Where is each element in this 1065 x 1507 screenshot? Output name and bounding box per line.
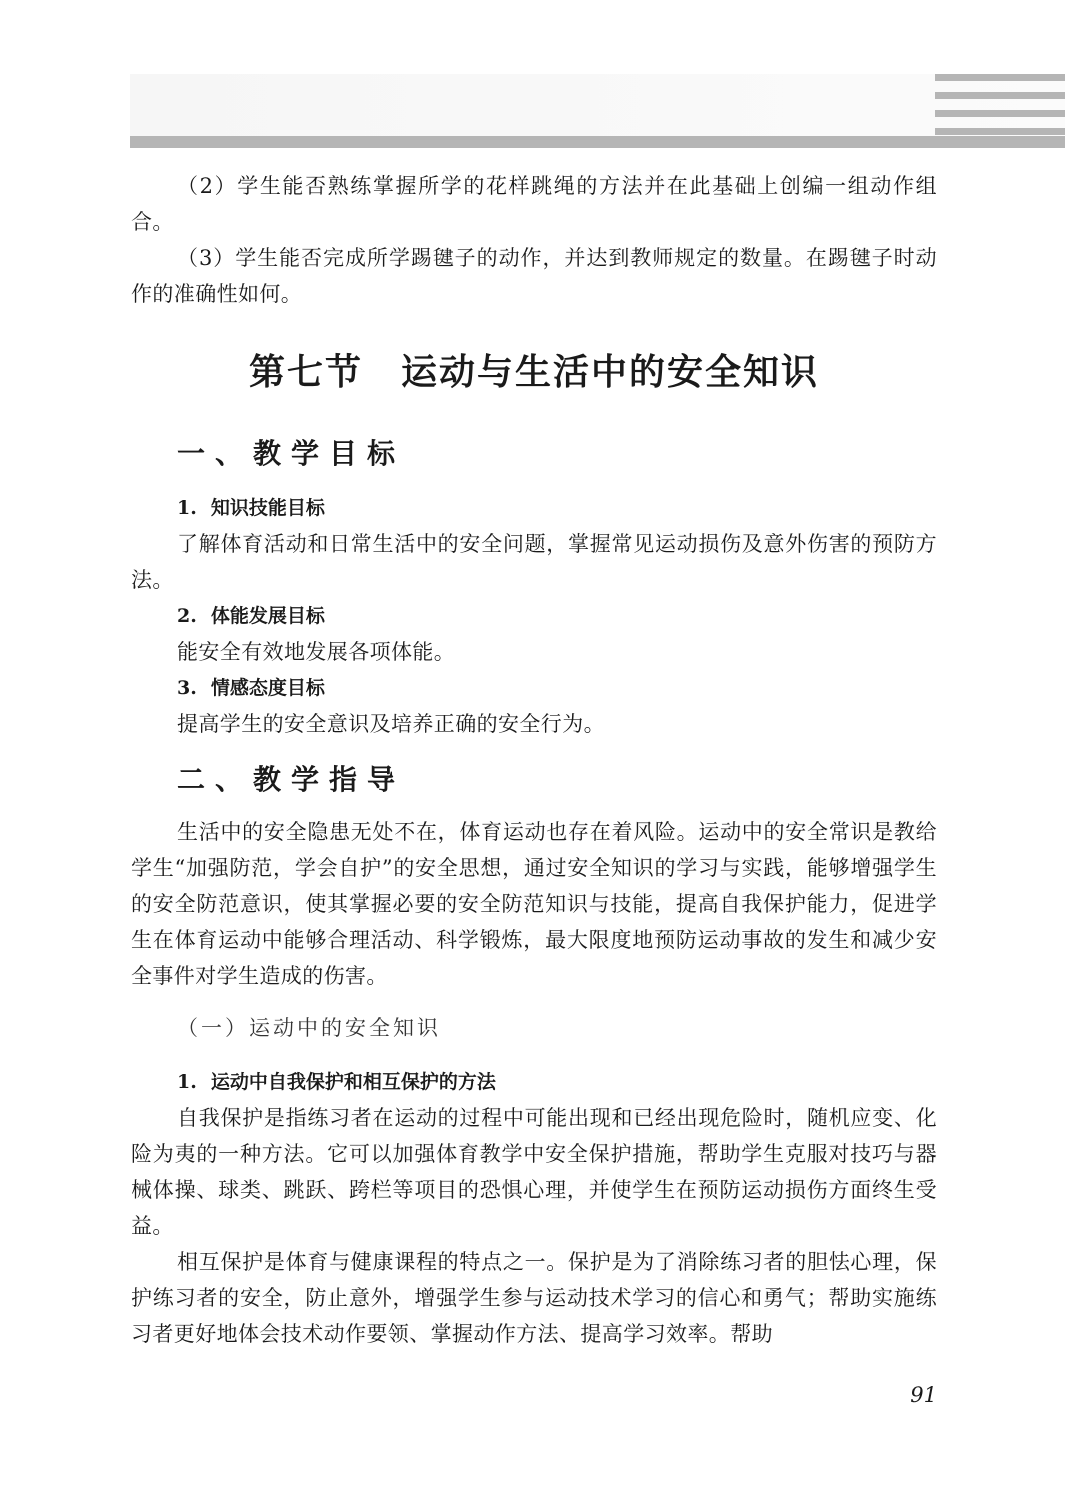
goal-3-title: 情感态度目标 — [210, 677, 325, 699]
guidance-paragraph: 生活中的安全隐患无处不在，体育运动也存在着风险。运动中的安全常识是教给学生“加强防范，学会自护”的安全思想，通过安全知识的学习与实践，能够增强学生的安全防范意识，使其掌握必要的安全防范知识与技能，提高自我保护能力，促进学生在体育运动中能够合理活动、科学锻炼，最大限度地预防运动事故的发生和减少安全事件对学生造成的伤害。 — [131, 820, 937, 988]
goal-3-heading — [131, 670, 937, 706]
item-1-title: 运动中自我保护和相互保护的方法 — [210, 1071, 496, 1093]
intro-paragraph-3: （3）学生能否完成所学踢毽子的动作，并达到教师规定的数量。在踢毽子时动作的准确性如何。 — [131, 246, 937, 306]
mutual-protection-paragraph: 相互保护是体育与健康课程的特点之一。保护是为了消除练习者的胆怯心理，保护练习者的安全，防止意外，增强学生参与运动技术学习的信心和勇气；帮助实施练习者更好地体会技术动作要领、掌握动作方法、提高学习效率。帮助 — [131, 1250, 937, 1346]
heading-teaching-goals: 一、教学目标 — [177, 437, 406, 470]
header-rule — [130, 136, 1065, 148]
subheading-safety-knowledge: （一）运动中的安全知识 — [177, 1016, 441, 1040]
goal-3-num: 3. — [177, 677, 197, 699]
goal-2-num: 2. — [177, 605, 197, 627]
intro-paragraph-2: （2）学生能否熟练掌握所学的花样跳绳的方法并在此基础上创编一组动作组合。 — [131, 174, 937, 234]
goal-1-title: 知识技能目标 — [210, 497, 325, 519]
heading-teaching-guidance: 二、教学指导 — [177, 763, 406, 796]
section-title: 第七节 运动与生活中的安全知识 — [248, 352, 819, 393]
goal-2-text: 能安全有效地发展各项体能。 — [177, 640, 456, 664]
goal-3-text: 提高学生的安全意识及培养正确的安全行为。 — [177, 712, 605, 736]
goal-1-text: 了解体育活动和日常生活中的安全问题，掌握常见运动损伤及意外伤害的预防方法。 — [131, 532, 937, 592]
self-protection-paragraph: 自我保护是指练习者在运动的过程中可能出现和已经出现危险时，随机应变、化险为夷的一种方法。它可以加强体育教学中安全保护措施，帮助学生克服对技巧与器械体操、球类、跳跃、跨栏等项目的恐惧心理，并使学生在预防运动损伤方面终生受益。 — [131, 1106, 937, 1238]
page-number: 91 — [910, 1383, 937, 1407]
goal-1-heading — [131, 490, 937, 526]
item-1-num: 1. — [177, 1071, 197, 1093]
header-stripes — [935, 74, 1065, 146]
goal-2-heading — [131, 598, 937, 634]
item-1-heading — [131, 1064, 937, 1100]
goal-2-title: 体能发展目标 — [210, 605, 325, 627]
page-content — [131, 168, 937, 1352]
goal-1-num: 1. — [177, 497, 197, 519]
header-band — [130, 74, 1065, 136]
